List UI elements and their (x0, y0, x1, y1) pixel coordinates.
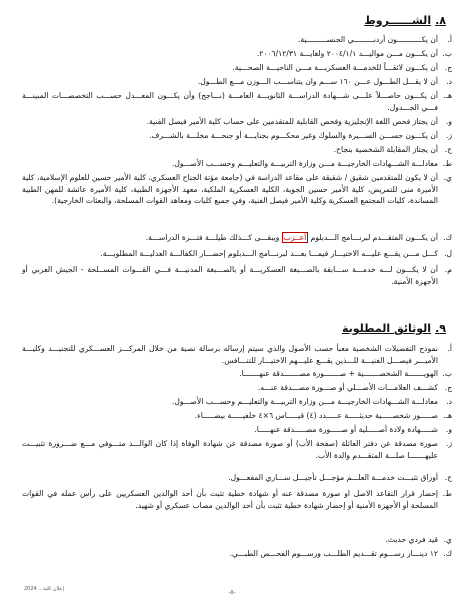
item-text: أن يكـــون لائقـــاً للخدمـــة العسكريـــة مـــن الناحيـــة الصحـــية. (232, 63, 438, 72)
item-text: شـــــهادة ولادة أصـــــلية أو صـــــورة مصـــــدقة عنهـــــا. (254, 425, 438, 434)
item-text: أن يكـــون مـــن مواليـــد ٢٠٠٤/١/١ ولغايـــة ٢٠٠٦/١٢/٣١. (256, 49, 438, 58)
item-letter: و. (445, 425, 452, 434)
item-text: أن لا يقـــل الطـــول عـــن ١٦٠ ســـم وان يتناســـب الـــوزن مـــع الطـــول. (197, 77, 438, 86)
item-letter: ح. (444, 145, 452, 154)
condition-item (22, 264, 452, 287)
condition-item (22, 116, 452, 128)
item-letter: ح. (444, 473, 452, 482)
condition-item (22, 90, 452, 113)
document-item (22, 488, 452, 511)
item-letter: ج. (444, 383, 452, 392)
item-text: نموذج التفصيلات الشخصية معبأ حسب الأصول والذي سيتم إرساله برسالة نصية من خلال المركـــز العســـكري للتجنيـــد وكليـــة الأميـــر فيصـــل الفنيـــة للـــذين يقـــع عليـــهم الاختيـــار للتنـــافس. (22, 344, 438, 365)
item-text: كشـــف العلامـــات الأصـــلي أو صـــورة مصـــدقة عنـــه. (257, 383, 438, 392)
page-number: -٥- (228, 589, 236, 596)
document-item (22, 410, 452, 422)
item-letter: ل. (444, 249, 452, 258)
condition-item (22, 144, 452, 156)
document-item (22, 438, 452, 461)
item-letter: ك. (443, 549, 452, 558)
document-item (22, 343, 452, 366)
condition-item (22, 62, 452, 74)
condition-item (22, 34, 452, 46)
item-text: كـــل مـــن يقـــع عليـــه الاختيـــار فيمـــا بعـــد لبرنـــامج الـــدبلوم إحضـــار الكفالـــة العدليـــة المطلوبـــة. (100, 249, 438, 258)
item-text: إحضار قرار التقاعد الاصل او صورة مصدقة عنه أو شهادة خطية تثبت بأن أحد الوالدين العسكريين على رأس عمله في القوات المسلحة أو الأجهزة الأمنية أو إحضار شهادة خطية تثبت بأن أحد الوالدين مصاب عسكري أو شهيد. (22, 489, 438, 510)
item-letter: ط. (442, 159, 452, 168)
item-letter: د. (446, 397, 452, 406)
item-letter: ز. (445, 439, 452, 448)
item-text: قيد فردي حديث. (385, 535, 438, 544)
item-text: أن يكـــون حســـن الســـيرة والسلوك وغير محكـــوم بجنايـــة أو جنحـــة مخلـــة بالشـــرف. (149, 131, 438, 140)
document-item (22, 396, 452, 408)
document-item (22, 472, 452, 484)
item-letter: أ. (447, 35, 452, 44)
item-letter: و. (445, 117, 452, 126)
section-9-title: الوثائق المطلوبة (341, 322, 432, 335)
condition-item (22, 158, 452, 170)
item-text: أن يكـــــــــــون أردنـــــــــي الجنســـــــــية. (297, 35, 438, 44)
item-letter: ي. (443, 173, 452, 182)
item-text: صـــــور شخصـــــية حديثـــــة عـــــدد (٤) قيـــــاس ٦×٤ خلفيـــــة بيضـــــاء. (194, 411, 438, 420)
item-text: معادلـــة الشـــهادات الخارجيـــة مـــن وزارة التربيـــة والتعليـــم وحســـب الأصـــول. (171, 397, 438, 406)
item-letter: هـ. (443, 91, 452, 100)
item-letter: ز. (445, 131, 452, 140)
document-item (22, 534, 452, 546)
item-letter: ك. (443, 233, 452, 242)
item-letter: ب. (442, 49, 452, 58)
item-text: أن لا يكون للمتقدمين شقيق / شقيقة على مقاعد الدراسة في (جامعة مؤتة الجناح العسكري، كلية الأمير حسين للعلوم الإسلامية، كلية الأميرة منى للتمريض، كلية الأمير حسين الجوية، الكلية العسكرية الملكية، معهد الأجهزة الطبية، كلية الأميرة عائشة للمهن الطبية المساندة، كليات المجتمع العسكرية وكلية الأمير فيصل الفنية، وفي جميع كليات ومعاهد القوات المسلحة، والبعثات الخارجية). (22, 173, 438, 205)
section-8-number: ٨. (435, 14, 446, 27)
item-text: أن يجتاز فحص اللغة الإنجليزية وفحص القابلية للمتقدمين على حساب كلية الأمير فيصل الفنية. (146, 117, 438, 126)
section-9-heading (342, 322, 446, 335)
item-letter: أ. (447, 344, 452, 353)
item-text: أن يجتاز المقابلة الشخصية بنجاح. (333, 145, 438, 154)
condition-item (22, 76, 452, 88)
item-text: معادلـــة الشـــهادات الخارجيـــة مـــن وزارة التربيـــة والتعليـــم وحســـب الأصـــول. (171, 159, 438, 168)
section-8-title: الشــــــروط (364, 14, 432, 27)
item-letter: د. (446, 77, 452, 86)
document-item (22, 368, 452, 380)
item-letter: ب. (442, 369, 452, 378)
document-item (22, 382, 452, 394)
item-text: أن يكـــون المتقـــدم لبرنـــامج الـــدبلوم (310, 233, 438, 242)
document-item (22, 424, 452, 436)
item-text: أوراق تثبـــت خدمـــة العلـــم مؤجـــل تأجيـــل ســـاري المفعـــول. (228, 473, 438, 482)
condition-item (22, 130, 452, 142)
footer-note: إعلان كلية... 2024 (24, 586, 64, 592)
document-item (22, 548, 452, 560)
condition-item (22, 248, 452, 260)
condition-item (22, 232, 452, 244)
condition-item (22, 48, 452, 60)
highlighted-word: أعــزب (283, 233, 307, 242)
item-letter: هـ. (443, 411, 452, 420)
item-text: ١٢ دينـــار رســـوم تقـــديم الطلـــب ورســـوم الفحـــص الطبـــي. (229, 549, 438, 558)
condition-item (22, 172, 452, 207)
item-text: أن لا يكـــون لـــه خدمـــة ســـابقة بالصـــبغة العسكريـــة أو بالصـــبغة المدنيـــة فـــي القـــوات المســلحة - الجيش العربي أو الأجهزة الأمنية. (22, 265, 438, 286)
item-letter: ي. (443, 535, 452, 544)
item-text: ويبقـــى كـــذلك طيلـــة فتـــرة الدراســـة. (145, 233, 280, 242)
section-9-number: ٩. (435, 322, 446, 335)
section-8-heading (364, 14, 446, 27)
item-text: الهويـــــــة الشخصـــــــية + صـــــــورة مصـــــــدقة عنهـــــــا. (239, 369, 438, 378)
item-text: صورة مصدقة عن دفتر العائلة (صفحة الأب) أو صورة مصدقة عن شهادة الوفاة إذا كان الوالـــد متـــوفي مـــع ضـــرورة تثبيـــت عليهـــــــا صلـــة المتقـــدم والدة الأب. (22, 439, 438, 460)
item-text: أن يكـــون حاصـــلاً علـــى شـــهادة الدراســـة الثانويـــة العامـــة (نـــاجح) وأن يكـــون المعـــدل حســـب التخصصـــات المبينـــة فـــي الجـــدول. (22, 91, 438, 112)
item-letter: ط. (442, 489, 452, 498)
item-letter: ج. (444, 63, 452, 72)
item-letter: م. (444, 265, 452, 274)
